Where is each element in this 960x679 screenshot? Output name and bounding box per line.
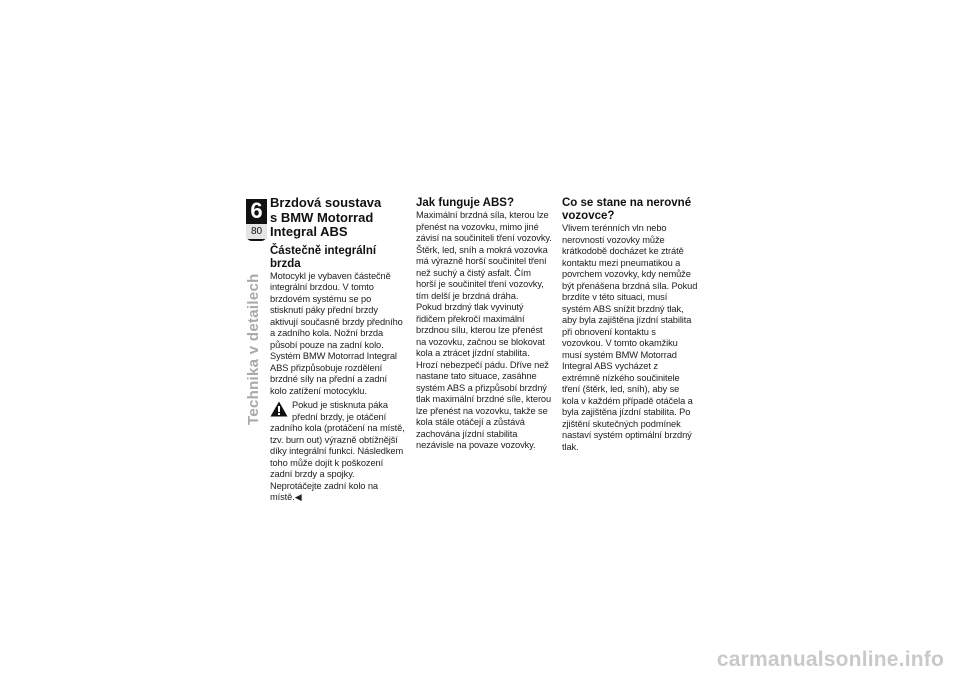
paragraph: Pokud brzdný tlak vyvinutý řidičem překročí maximální brzdnou sílu, kterou lze přenést na vozovku, začnou se blokovat kola a ztrácet jízdní stabilita. Hrozí nebezpečí pádu. Dříve než nastane tato situace, zasáhne systém ABS a přizpůsobí brzdný tlak maximální brzdné síle, kterou lze přenést na vozovku, takže se kola stále otáčejí a zůstává zachována jízdní stabilita nezávisle na povaze vozovky. bbox=[416, 302, 552, 450]
column-uneven-road bbox=[562, 196, 698, 453]
warning-triangle-icon bbox=[270, 401, 288, 417]
chapter-title: Technika v detailech bbox=[245, 273, 262, 425]
paragraph: Vlivem terénních vln nebo nerovností vozovky může krátkodobě docházet ke ztrátě kontaktu mezi pneumatikou a povrchem vozovky, kdy nemůže být přenášena brzdná síla. Pokud brzdíte v této situaci, musí systém ABS snížit brzdný tlak, aby byla zajištěna jízdní stabilita při obnovení kontaktu s vozovkou. V tomto okamžiku musí systém BMW Motorrad Integral ABS vycházet z extrémně nízkého součinitele tření (štěrk, led, sníh), aby se kola v každém případě otáčela a byla zajištěna jízdní stabilita. Po zjištění skutečných podmínek nastaví systém optimální brzdný tlak. bbox=[562, 223, 698, 452]
paragraph: Systém BMW Motorrad Integral ABS přizpůsobuje rozdělení brzdné síly na přední a zadní kolo zatížení motocyklu. bbox=[270, 351, 397, 396]
watermark: carmanualsonline.info bbox=[716, 648, 944, 671]
chapter-tab bbox=[246, 199, 267, 241]
heading-line: vozovce? bbox=[562, 210, 615, 222]
end-marker-icon: ◀ bbox=[294, 492, 302, 502]
chapter-number: 6 bbox=[250, 198, 263, 223]
heading-line: Integral ABS bbox=[270, 224, 348, 239]
warning-block bbox=[270, 400, 406, 504]
paragraph: Motocykl je vybaven částečně integrální brzdou. V tomto brzdovém systému se po stisknutí páky přední brzdy aktivují současně brzdy předního a zadního kola. Nožní brzda působí pouze na zadní kolo. bbox=[270, 270, 403, 350]
heading-line: Co se stane na nerovné bbox=[562, 197, 692, 209]
section-heading bbox=[270, 196, 406, 240]
warning-instruction-text: Neprotáčejte zadní kolo na místě. bbox=[270, 480, 379, 502]
section-heading: Jak funguje ABS? bbox=[416, 197, 514, 209]
warning-text: Pokud je stisknuta páka přední brzdy, je otáčení zadního kola (protáčení na místě, tzv. burn out) výrazně obtížnější díky integrální funkci. Následkem toho může dojít k poškození zadní brzdy a spojky. bbox=[270, 400, 405, 479]
section-heading bbox=[562, 197, 698, 223]
heading-line: s BMW Motorrad bbox=[270, 209, 374, 225]
page-number: 80 bbox=[246, 224, 267, 239]
paragraph: Maximální brzdná síla, kterou lze přenést na vozovku, mimo jiné závisí na součiniteli tření vozovky. Štěrk, led, sníh a mokrá vozovka má výrazně horší součinitel tření než suchý a čistý asfalt. Čím horší je součinitel tření vozovky, tím delší je brzdná dráha. bbox=[416, 210, 552, 301]
warning-instruction bbox=[270, 481, 406, 504]
column-how-abs-works bbox=[416, 196, 552, 452]
column-braking-system bbox=[270, 196, 406, 504]
heading-line: Brzdová soustava bbox=[270, 195, 382, 210]
subheading: Částečně integrální brzda bbox=[270, 244, 377, 270]
